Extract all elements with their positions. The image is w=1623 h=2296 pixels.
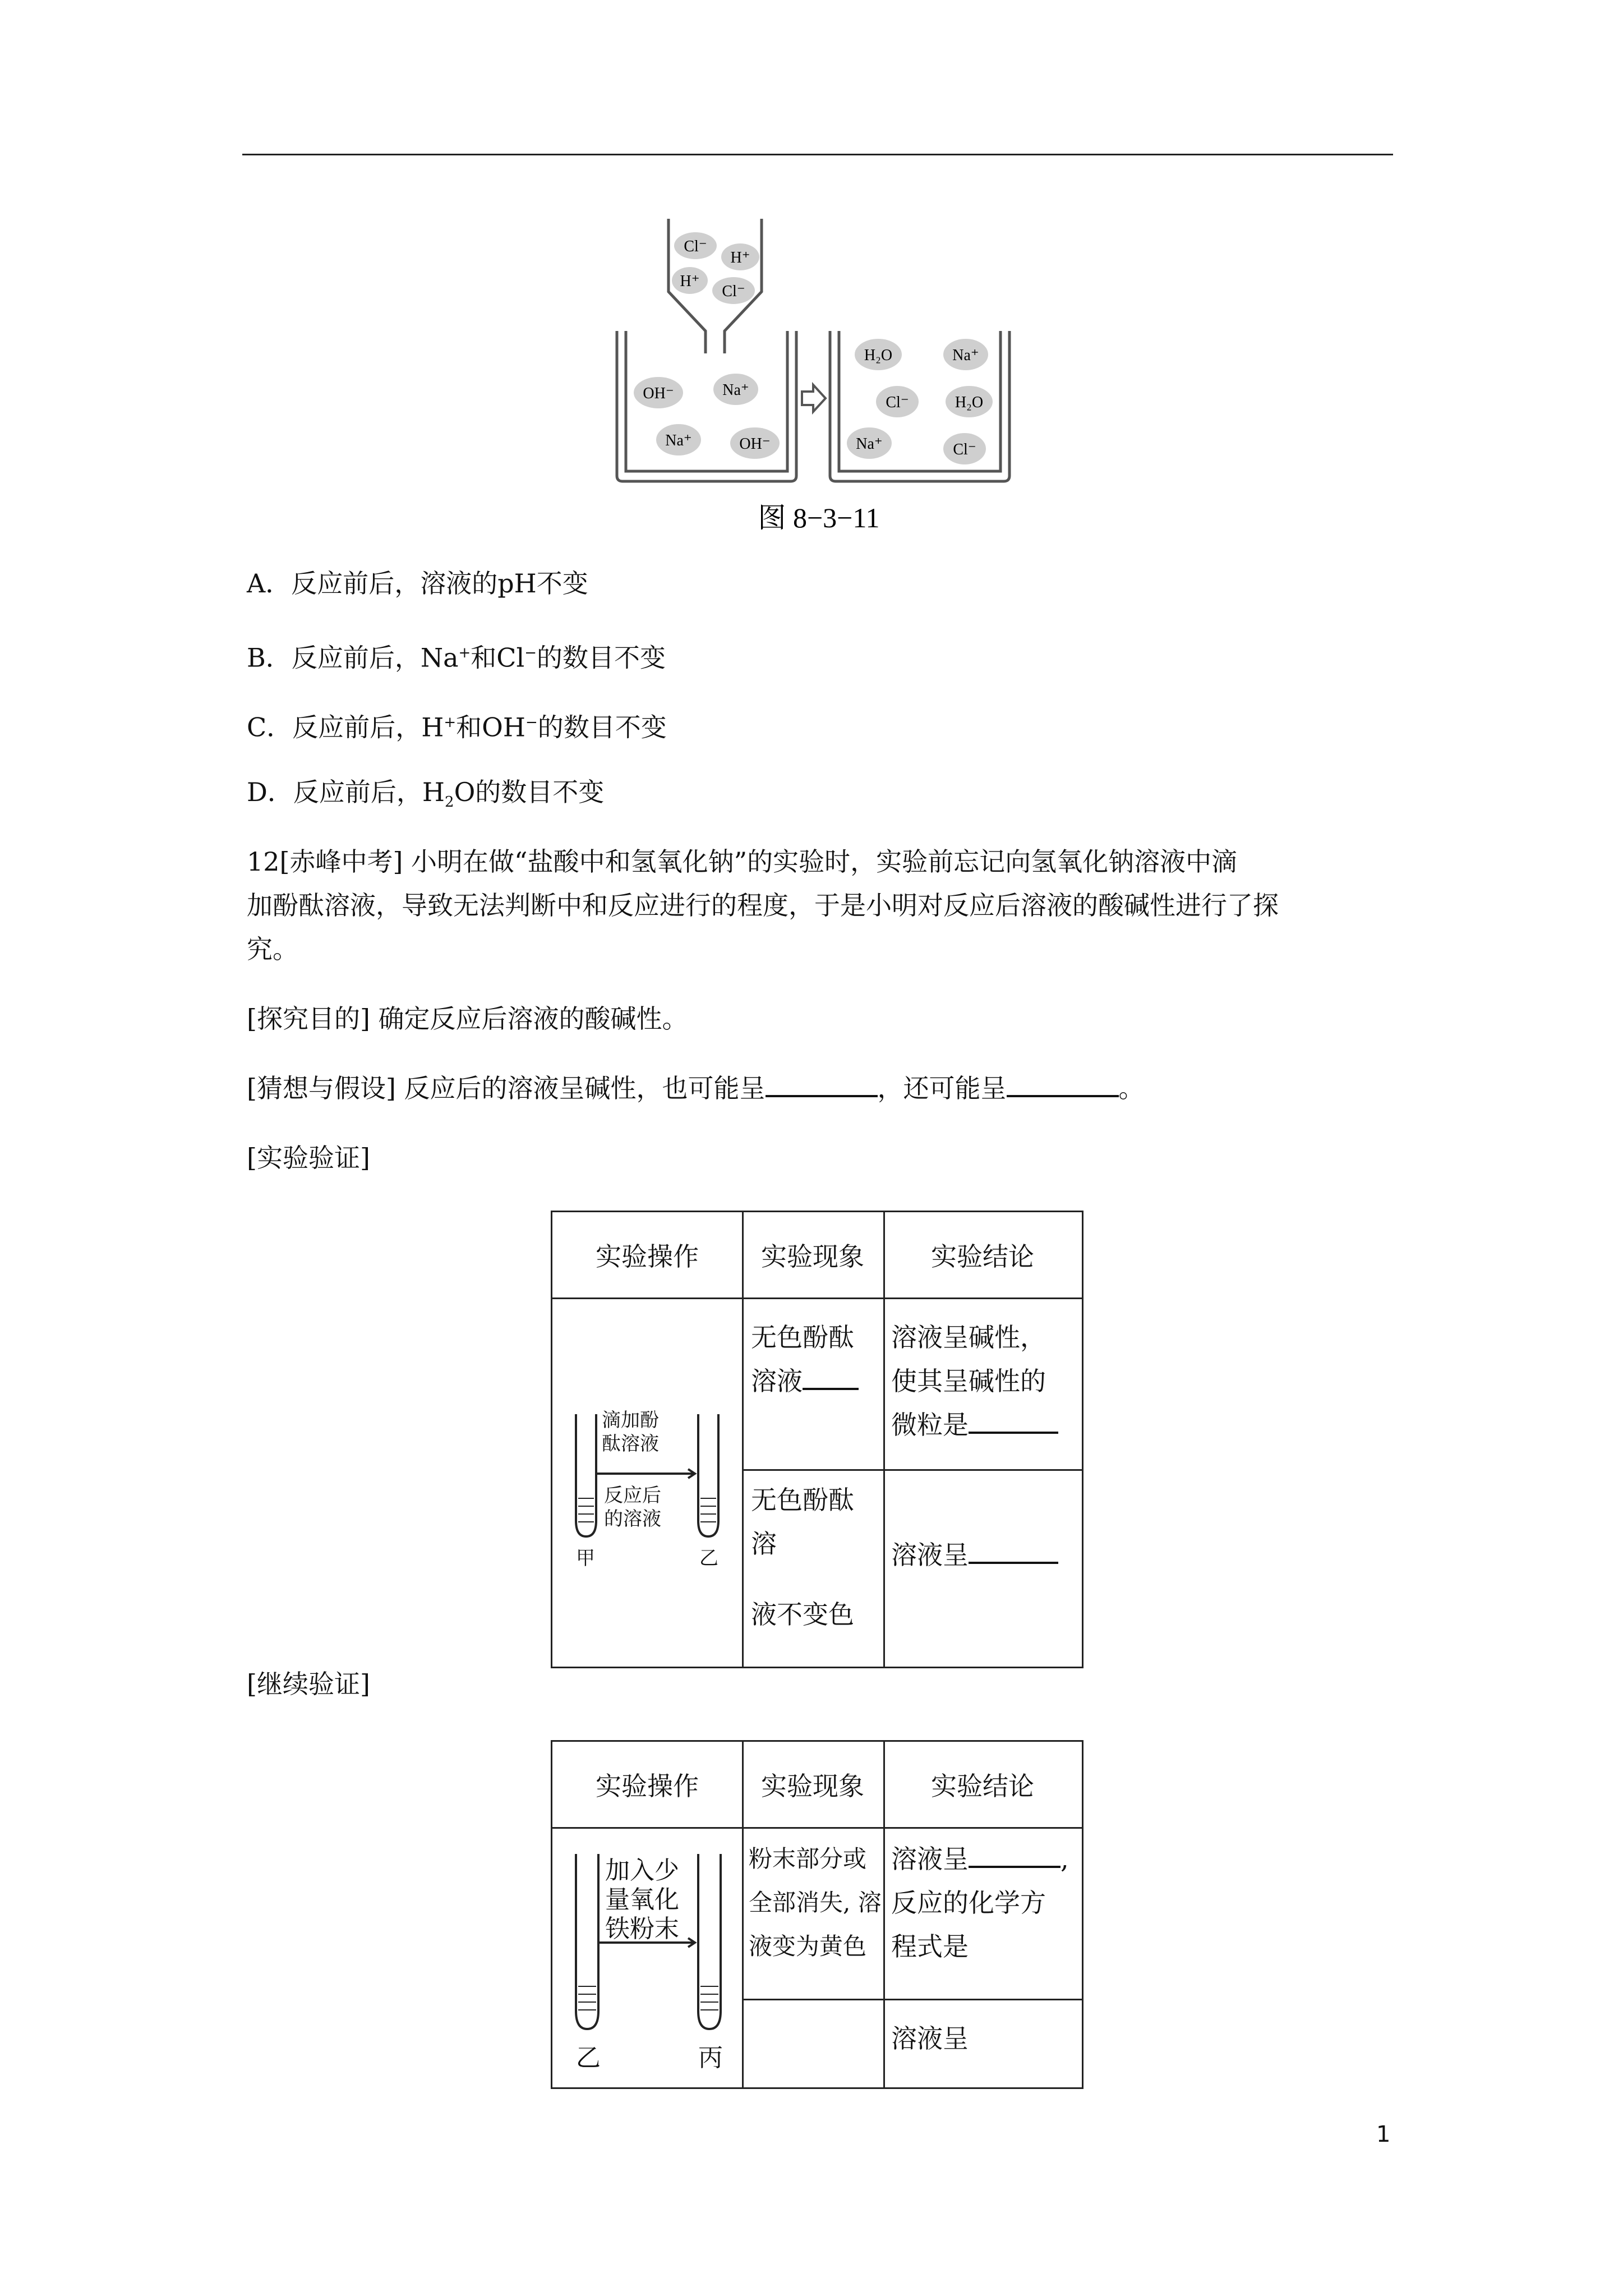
- diagram-label: 滴加酚: [602, 1409, 659, 1432]
- funnel-ion: H⁺: [680, 273, 700, 290]
- right-beaker-ion: Cl⁻: [953, 441, 976, 458]
- phenomenon-cell: 粉末部分或 全部消失, 溶 液变为黄色: [749, 1845, 882, 1960]
- option-c: C．反应前后，H+和OH−的数目不变: [247, 712, 667, 743]
- diagram-label: 加入少: [605, 1856, 679, 1885]
- question-line: 究。: [247, 934, 298, 964]
- phenomenon-cell: 无色酚酞 溶 液不变色: [751, 1485, 854, 1630]
- table-header: 实验操作: [596, 1771, 699, 1801]
- table-header: 实验操作: [596, 1241, 699, 1272]
- diagram-label: 酞溶液: [602, 1433, 659, 1455]
- section-label: [实验验证]: [247, 1143, 370, 1173]
- purpose-line: [探究目的] 确定反应后溶液的酸碱性。: [247, 1004, 688, 1034]
- test-tube-diagram: [569, 1843, 732, 2078]
- answer-blank[interactable]: [969, 1843, 1061, 1868]
- diagram-label: 的溶液: [604, 1508, 661, 1530]
- answer-blank[interactable]: [969, 1539, 1058, 1564]
- right-beaker-ion: H₂O: [955, 394, 984, 411]
- figure-caption: 图 8−3−11: [758, 502, 880, 533]
- diagram-label: 反应后: [604, 1484, 661, 1507]
- conclusion-cell: 溶液呈 , 反应的化学方 程式是: [891, 1844, 1069, 1962]
- question-line: 加酚酞溶液，导致无法判断中和反应进行的程度，于是小明对反应后溶液的酸碱性进行了探: [247, 890, 1279, 921]
- right-beaker-ion: H₂O: [864, 347, 893, 364]
- right-beaker-ion: Na⁺: [856, 435, 883, 453]
- conclusion-cell: 溶液呈碱性， 使其呈碱性的 微粒是: [891, 1315, 1058, 1447]
- continue-verify-table: [551, 1740, 1083, 2089]
- diagram-label: 量氧化: [605, 1885, 679, 1914]
- answer-blank[interactable]: [803, 1365, 859, 1390]
- phenomenon-cell: 无色酚酞 溶液: [751, 1315, 859, 1403]
- answer-blank[interactable]: [1007, 1073, 1119, 1097]
- left-beaker-ion: Na⁺: [665, 432, 692, 449]
- verify-table: [551, 1211, 1083, 1668]
- option-a: A．反应前后，溶液的pH不变: [247, 568, 588, 599]
- table-header: 实验现象: [761, 1241, 864, 1272]
- reaction-figure: [606, 213, 1032, 550]
- header-rule: [242, 154, 1393, 155]
- test-tube-diagram: [569, 1392, 732, 1582]
- question-line: 12[赤峰中考] 小明在做“盐酸中和氢氧化钠”的实验时，实验前忘记向氢氧化钠溶液中滴: [247, 846, 1238, 877]
- left-beaker: [617, 331, 796, 481]
- tube-label: 乙: [699, 1547, 718, 1570]
- diagram-label: 铁粉末: [605, 1915, 679, 1943]
- left-beaker-ion: OH⁻: [739, 435, 771, 453]
- tube-label: 丙: [698, 2044, 723, 2072]
- right-beaker-ion: Cl⁻: [886, 394, 909, 411]
- answer-blank[interactable]: [969, 1409, 1058, 1434]
- left-beaker-ion: Na⁺: [722, 381, 749, 399]
- arrow-right-icon: [802, 385, 826, 412]
- tube-label: 甲: [576, 1547, 595, 1570]
- funnel-ion: Cl⁻: [722, 283, 745, 300]
- page-number: 1: [1376, 2122, 1391, 2147]
- answer-blank[interactable]: [766, 1073, 878, 1097]
- funnel-ion: Cl⁻: [684, 238, 707, 255]
- conclusion-cell: 溶液呈: [891, 1533, 1058, 1577]
- left-beaker-ion: OH⁻: [643, 385, 674, 402]
- table-header: 实验现象: [761, 1771, 864, 1801]
- table-header: 实验结论: [931, 1771, 1034, 1801]
- option-b: B．反应前后，Na+和Cl−的数目不变: [247, 642, 666, 673]
- hypothesis-line: [猜想与假设] 反应后的溶液呈碱性，也可能呈 ，还可能呈 。: [247, 1073, 1145, 1103]
- right-beaker-ion: Na⁺: [952, 347, 979, 364]
- option-d: D．反应前后，$H_2O$的数目不变: [247, 777, 605, 811]
- funnel-ion: H⁺: [730, 249, 750, 266]
- tube-label: 乙: [576, 2044, 601, 2072]
- conclusion-cell: 溶液呈: [891, 2023, 969, 2054]
- section-label: [继续验证]: [247, 1669, 370, 1699]
- table-header: 实验结论: [931, 1241, 1034, 1272]
